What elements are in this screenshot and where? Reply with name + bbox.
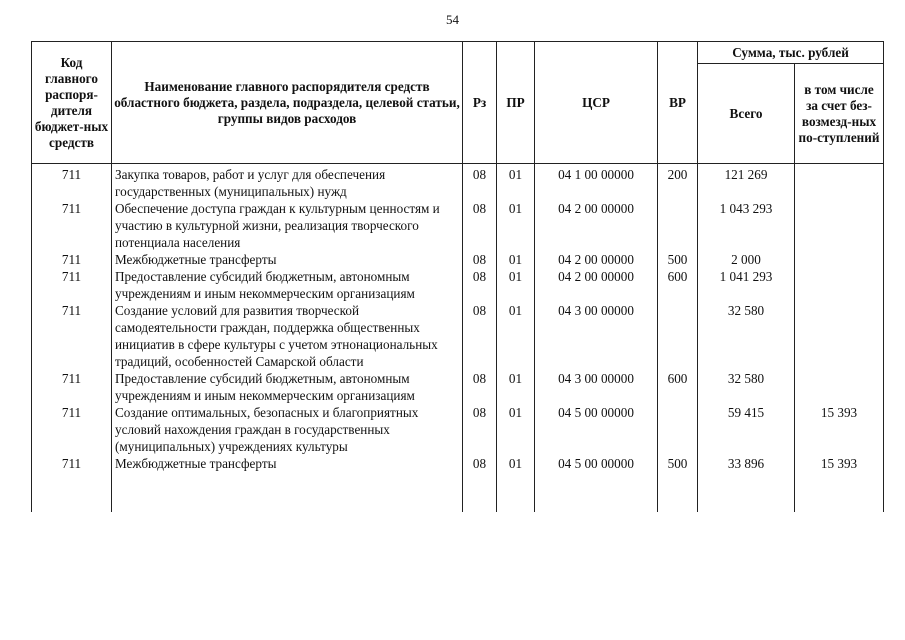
cell-csr: 04 3 00 00000 (535, 370, 658, 404)
header-pr: ПР (497, 42, 535, 164)
cell-name: Предоставление субсидий бюджетным, автономным учреждениям и иным некоммерческим организациям (112, 370, 463, 404)
cell-code: 711 (32, 370, 112, 404)
cell-code: 711 (32, 404, 112, 455)
cell-rz: 08 (463, 164, 497, 201)
cell-vr (658, 404, 698, 455)
cell-vr: 600 (658, 370, 698, 404)
cell-vr (658, 200, 698, 251)
cell-gratuitous (795, 268, 884, 302)
cell-total: 1 041 293 (698, 268, 795, 302)
cell-rz: 08 (463, 268, 497, 302)
cell-rz: 08 (463, 302, 497, 370)
budget-table (31, 41, 884, 512)
cell-code: 711 (32, 164, 112, 201)
header-code: Код главного распоря-дителя бюджет-ных средств (32, 42, 112, 164)
table-body (32, 164, 884, 513)
header-csr: ЦСР (535, 42, 658, 164)
table-row (32, 302, 884, 370)
header-sum: Сумма, тыс. рублей (698, 42, 884, 64)
header-vr: ВР (658, 42, 698, 164)
header-gratuitous: в том числе за счет без-возмезд-ных по-ступлений (795, 64, 884, 164)
cell-name: Создание условий для развития творческой самодеятельности граждан, поддержка общественных инициатив в сфере культуры с учетом этнонациональных традиций, особенностей Самарской области (112, 302, 463, 370)
header-rz: Рз (463, 42, 497, 164)
cell-name: Межбюджетные трансферты (112, 455, 463, 512)
cell-pr: 01 (497, 302, 535, 370)
cell-gratuitous (795, 370, 884, 404)
cell-vr: 600 (658, 268, 698, 302)
cell-code: 711 (32, 200, 112, 251)
cell-pr: 01 (497, 164, 535, 201)
cell-csr: 04 5 00 00000 (535, 455, 658, 512)
header-total: Всего (698, 64, 795, 164)
cell-name: Создание оптимальных, безопасных и благоприятных условий нахождения граждан в государственных (муниципальных) учреждениях культуры (112, 404, 463, 455)
cell-code: 711 (32, 251, 112, 268)
table-header (32, 42, 884, 164)
cell-csr: 04 5 00 00000 (535, 404, 658, 455)
cell-pr: 01 (497, 251, 535, 268)
header-name: Наименование главного распорядителя средств областного бюджета, раздела, подраздела, целевой статьи, группы видов расходов (112, 42, 463, 164)
table-row (32, 164, 884, 201)
cell-gratuitous: 15 393 (795, 455, 884, 512)
cell-rz: 08 (463, 251, 497, 268)
cell-code: 711 (32, 268, 112, 302)
table-row (32, 268, 884, 302)
cell-vr: 200 (658, 164, 698, 201)
table-row (32, 455, 884, 512)
cell-total: 121 269 (698, 164, 795, 201)
cell-vr (658, 302, 698, 370)
table-row (32, 370, 884, 404)
cell-gratuitous (795, 251, 884, 268)
cell-gratuitous: 15 393 (795, 404, 884, 455)
cell-name: Обеспечение доступа граждан к культурным ценностям и участию в культурной жизни, реализация творческого потенциала населения (112, 200, 463, 251)
cell-total: 59 415 (698, 404, 795, 455)
cell-gratuitous (795, 302, 884, 370)
cell-name: Межбюджетные трансферты (112, 251, 463, 268)
cell-csr: 04 1 00 00000 (535, 164, 658, 201)
cell-vr: 500 (658, 251, 698, 268)
cell-rz: 08 (463, 455, 497, 512)
cell-total: 32 580 (698, 302, 795, 370)
cell-code: 711 (32, 302, 112, 370)
table-row (32, 404, 884, 455)
cell-total: 33 896 (698, 455, 795, 512)
cell-name: Закупка товаров, работ и услуг для обеспечения государственных (муниципальных) нужд (112, 164, 463, 201)
table-row (32, 200, 884, 251)
cell-name: Предоставление субсидий бюджетным, автономным учреждениям и иным некоммерческим организациям (112, 268, 463, 302)
cell-csr: 04 2 00 00000 (535, 251, 658, 268)
cell-rz: 08 (463, 404, 497, 455)
cell-pr: 01 (497, 370, 535, 404)
table-row (32, 251, 884, 268)
cell-pr: 01 (497, 404, 535, 455)
cell-code: 711 (32, 455, 112, 512)
cell-csr: 04 2 00 00000 (535, 268, 658, 302)
cell-pr: 01 (497, 455, 535, 512)
cell-gratuitous (795, 164, 884, 201)
page-number: 54 (446, 12, 459, 27)
cell-rz: 08 (463, 200, 497, 251)
cell-total: 1 043 293 (698, 200, 795, 251)
cell-gratuitous (795, 200, 884, 251)
cell-total: 2 000 (698, 251, 795, 268)
cell-total: 32 580 (698, 370, 795, 404)
cell-vr: 500 (658, 455, 698, 512)
cell-pr: 01 (497, 268, 535, 302)
cell-csr: 04 2 00 00000 (535, 200, 658, 251)
cell-csr: 04 3 00 00000 (535, 302, 658, 370)
cell-rz: 08 (463, 370, 497, 404)
cell-pr: 01 (497, 200, 535, 251)
